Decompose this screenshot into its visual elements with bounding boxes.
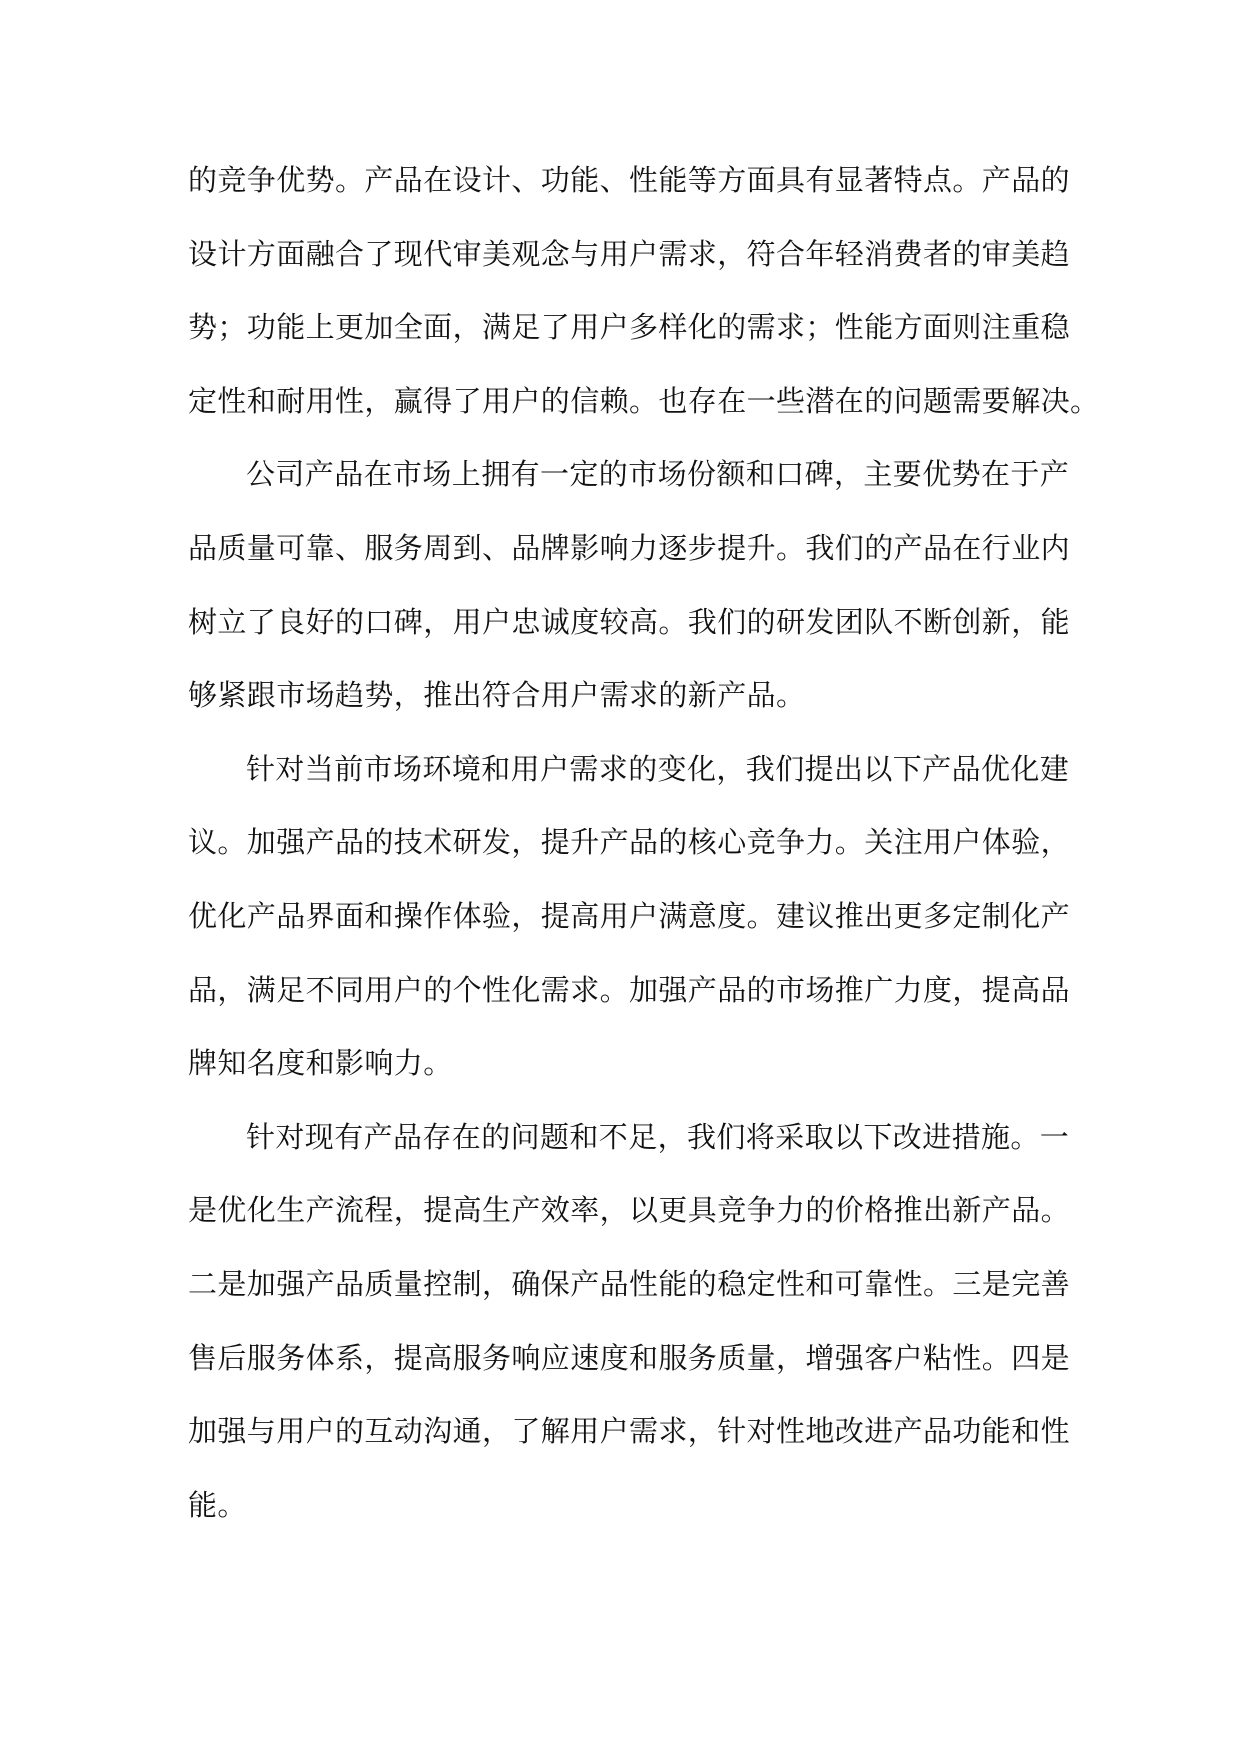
paragraph-2: [188, 438, 1071, 732]
text-line: 树立了良好的口碑，用户忠诚度较高。我们的研发团队不断创新，能: [188, 604, 1071, 639]
text-line: 设计方面融合了现代审美观念与用户需求，符合年轻消费者的审美趋: [188, 236, 1071, 271]
text-line: 品质量可靠、服务周到、品牌影响力逐步提升。我们的产品在行业内: [188, 530, 1071, 565]
text-line: 议。加强产品的技术研发，提升产品的核心竞争力。关注用户体验，: [188, 825, 1071, 860]
text-line: 品，满足不同用户的个性化需求。加强产品的市场推广力度，提高品: [188, 972, 1071, 1007]
paragraph-4: [188, 1101, 1071, 1543]
document-body: [188, 144, 1100, 1542]
text-line: 加强与用户的互动沟通，了解用户需求，针对性地改进产品功能和性: [188, 1414, 1071, 1449]
text-line: 优化产品界面和操作体验，提高用户满意度。建议推出更多定制化产: [188, 898, 1071, 933]
text-line-indented: 针对当前市场环境和用户需求的变化，我们提出以下产品优化建: [246, 751, 1070, 786]
text-line: 够紧跟市场趋势，推出符合用户需求的新产品。: [188, 678, 806, 713]
paragraph-3: [188, 733, 1071, 1101]
text-line: 能。: [188, 1487, 247, 1522]
text-line: 售后服务体系，提高服务响应速度和服务质量，增强客户粘性。四是: [188, 1340, 1071, 1375]
paragraph-1: [188, 144, 1100, 438]
text-line: 是优化生产流程，提高生产效率，以更具竞争力的价格推出新产品。: [188, 1193, 1071, 1228]
text-line: 势；功能上更加全面，满足了用户多样化的需求；性能方面则注重稳: [188, 310, 1071, 345]
text-line-indented: 公司产品在市场上拥有一定的市场份额和口碑，主要优势在于产: [246, 457, 1070, 492]
text-line-indented: 针对现有产品存在的问题和不足，我们将采取以下改进措施。一: [246, 1119, 1070, 1154]
text-line: 二是加强产品质量控制，确保产品性能的稳定性和可靠性。三是完善: [188, 1266, 1071, 1301]
text-line: 的竞争优势。产品在设计、功能、性能等方面具有显著特点。产品的: [188, 163, 1071, 197]
text-line: 牌知名度和影响力。: [188, 1046, 453, 1081]
text-line: 定性和耐用性，赢得了用户的信赖。也存在一些潜在的问题需要解决。: [188, 383, 1100, 418]
